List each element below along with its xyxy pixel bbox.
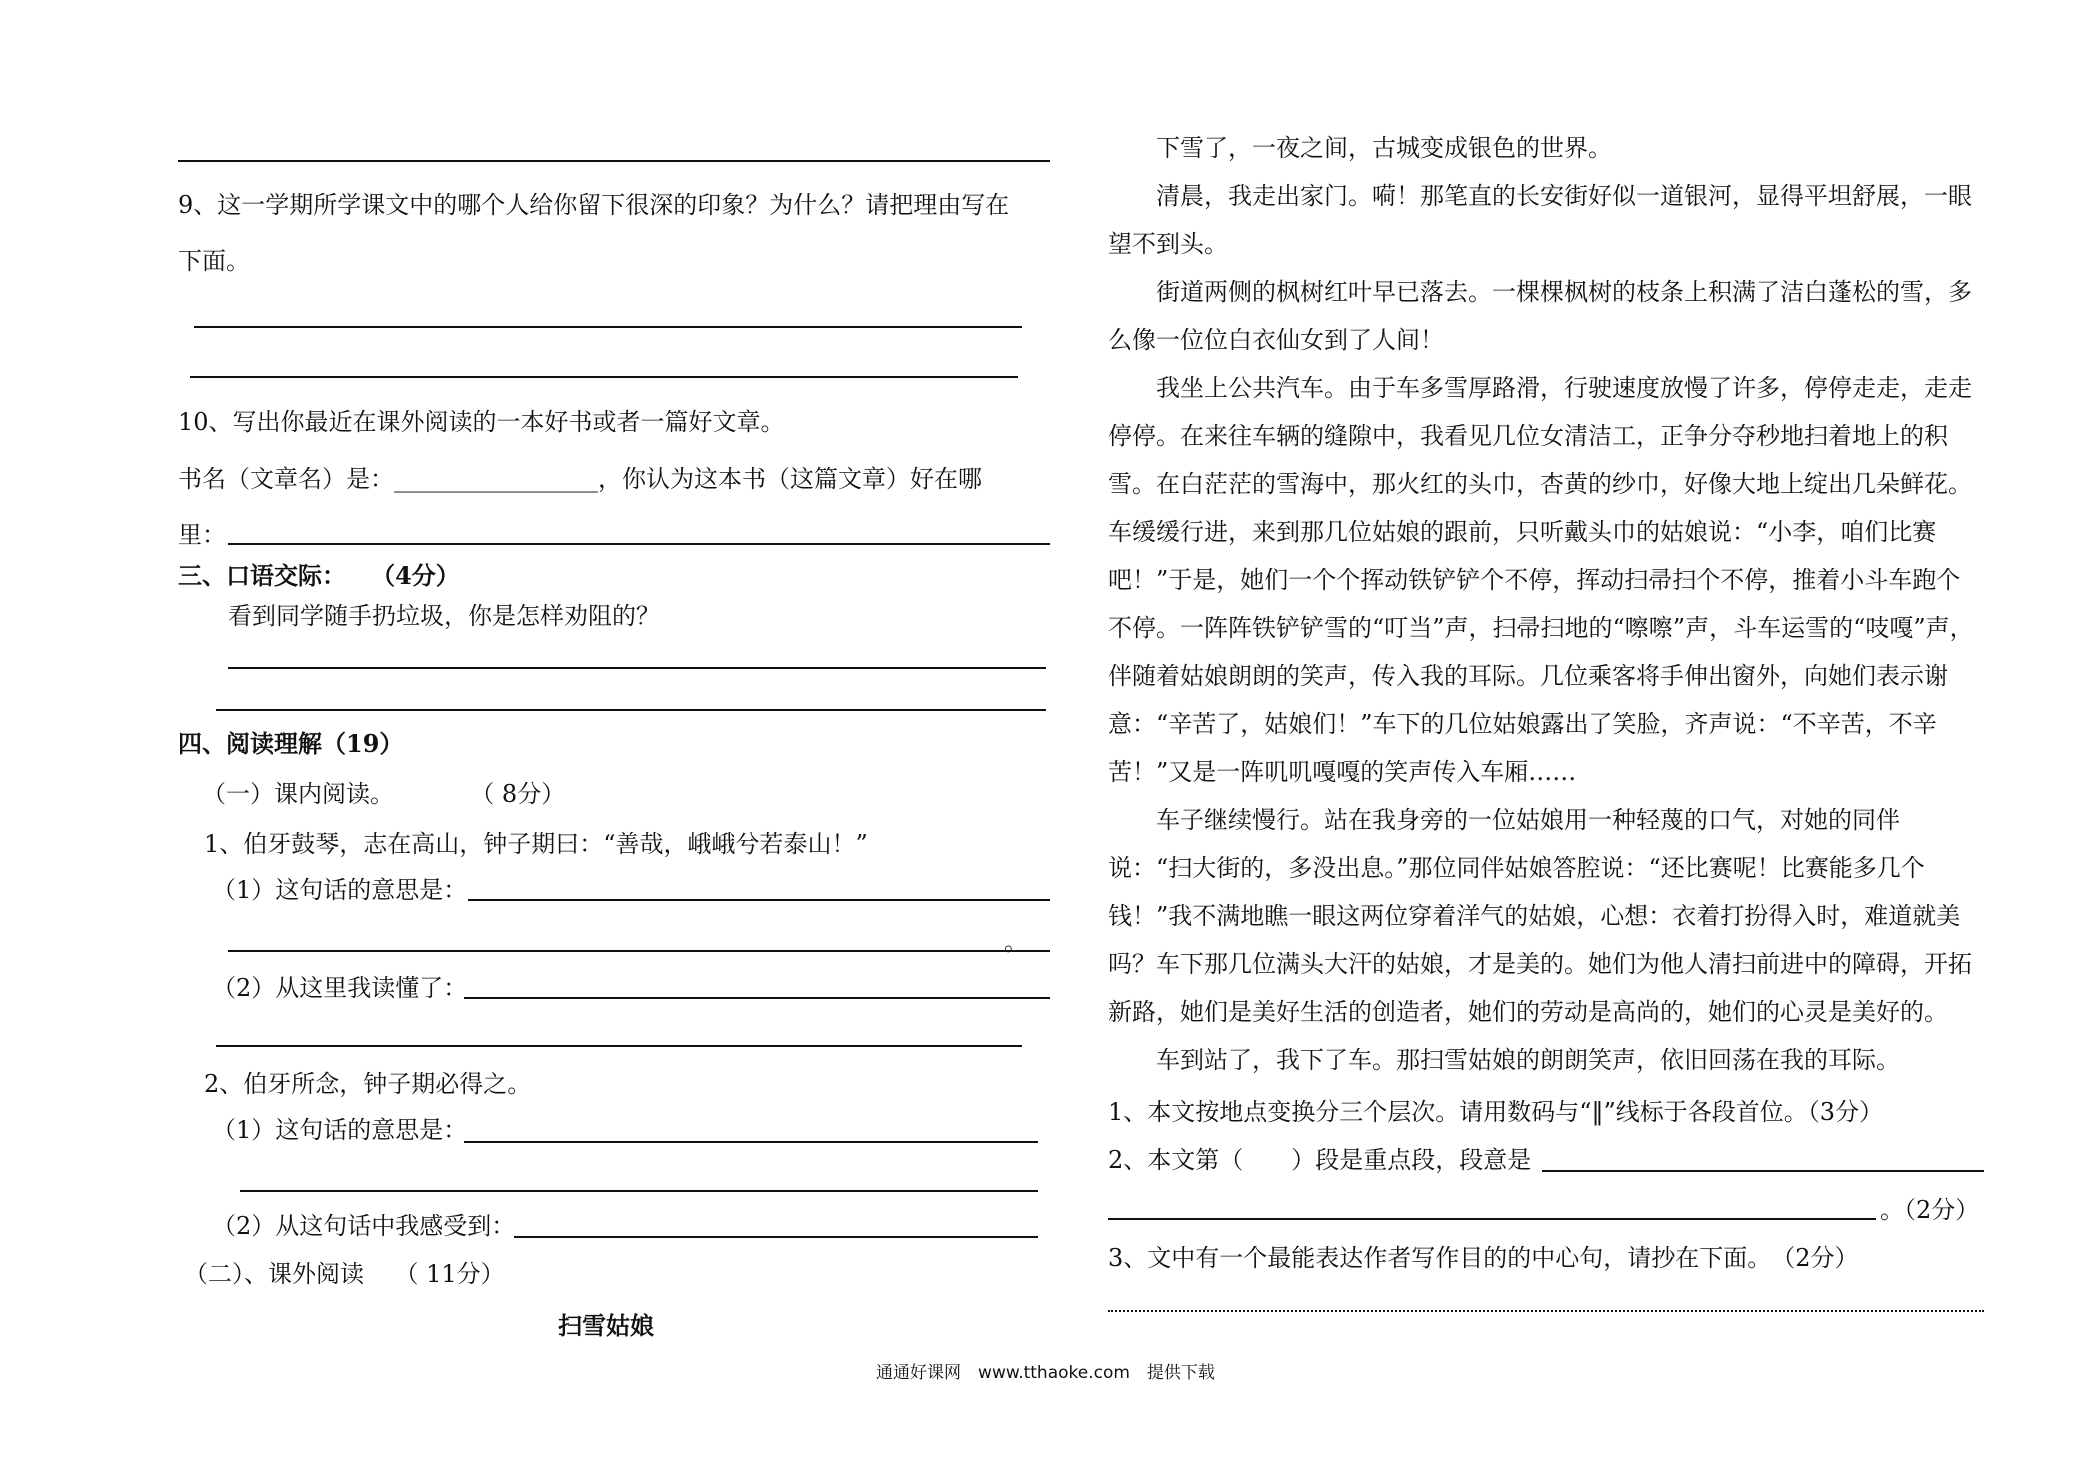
q10-text-line3: 里： [178, 521, 226, 549]
reading-q1-sub2-line[interactable] [464, 997, 1050, 999]
reading-q1-period: 。 [1004, 928, 1028, 956]
part1-points: （ 8分） [470, 780, 566, 808]
q9-text-line1: 9、这一学期所学课文中的哪个人给你留下很深的印象？为什么？请把理由写在 [178, 191, 1010, 219]
section3-points: （4分） [371, 561, 460, 590]
story-q1: 1、本文按地点变换分三个层次。请用数码与“‖”线标于各段首位。（3分） [1108, 1098, 1884, 1126]
section3-answer-line-2[interactable] [216, 709, 1046, 711]
story-q3-answer-line[interactable] [1108, 1310, 1984, 1312]
section3-title: 三、口语交际： [178, 561, 346, 590]
reading-q2-sub2: （2）从这句话中我感受到： [212, 1212, 516, 1240]
reading-q1-sub2: （2）从这里我读懂了： [212, 974, 468, 1002]
q9-text-line2: 下面。 [178, 247, 250, 275]
q10-text: 10、写出你最近在课外阅读的一本好书或者一篇好文章。 [178, 408, 785, 436]
story-q2-answer-line-2[interactable] [1108, 1218, 1876, 1220]
section3-heading [178, 561, 460, 590]
q10-answer-line[interactable] [228, 543, 1050, 545]
q10-book-line [178, 467, 982, 491]
q9-answer-line-1[interactable] [194, 326, 1022, 328]
part2-label: （二）、课外阅读 [184, 1260, 364, 1288]
reading-q2-sub2-line[interactable] [514, 1236, 1038, 1238]
part1-heading [202, 782, 565, 806]
story-paragraph-1: 下雪了，一夜之间，古城变成银色的世界。 [1156, 134, 1612, 162]
story-paragraph-5: 车子继续慢行。站在我身旁的一位姑娘用一种轻蔑的口气，对她的同伴说：“扫大街的，多没出息。”那位同伴姑娘答腔说：“还比赛呢！比赛能多几个钱！”我不满地瞧一眼这两位穿着洋气的姑娘，心想：衣着打扮得入时，难道就美吗？车下那几位满头大汗的姑娘，才是美的。她们为他人清扫前进中的障碍，开拓新路，她们是美好生活的创造者，她们的劳动是高尚的，她们的心灵是美好的。 [1108, 806, 1972, 1026]
reading-q1-text: 1、伯牙鼓琴，志在高山，钟子期曰：“善哉，峨峨兮若泰山！” [204, 830, 868, 858]
section3-prompt: 看到同学随手扔垃圾，你是怎样劝阻的？ [228, 602, 660, 630]
story-paragraph-3: 街道两侧的枫树红叶早已落去。一棵棵枫树的枝条上积满了洁白蓬松的雪，多么像一位位白衣仙女到了人间！ [1108, 278, 1972, 354]
story-q2-answer-line[interactable] [1542, 1170, 1984, 1172]
reading-q2-sub1-line[interactable] [464, 1141, 1038, 1143]
story-q2-suffix: 。（2分） [1880, 1196, 1980, 1224]
story-paragraph-4: 我坐上公共汽车。由于车多雪厚路滑，行驶速度放慢了许多，停停走走，走走停停。在来往车辆的缝隙中，我看见几位女清洁工，正争分夺秒地扫着地上的积雪。在白茫茫的雪海中，那火红的头巾，杏黄的纱巾，好像大地上绽出几朵鲜花。车缓缓行进，来到那几位姑娘的跟前，只听戴头巾的姑娘说：“小李，咱们比赛吧！”于是，她们一个个挥动铁铲铲个不停，挥动扫帚扫个不停，推着小斗车跑个不停。一阵阵铁铲铲雪的“叮当”声，扫帚扫地的“嚓嚓”声，斗车运雪的“吱嘎”声，伴随着姑娘朗朗的笑声，传入我的耳际。几位乘客将手伸出窗外，向她们表示谢意：“辛苦了，姑娘们！”车下的几位姑娘露出了笑脸，齐声说：“不辛苦，不辛苦！”又是一阵叽叽嘎嘎的笑声传入车厢…… [1108, 374, 1974, 786]
story-title: 扫雪姑娘 [558, 1311, 654, 1340]
section3-answer-line-1[interactable] [228, 667, 1046, 669]
part2-heading [184, 1262, 505, 1286]
reading-q2-text: 2、伯牙所念，钟子期必得之。 [204, 1070, 532, 1098]
reading-q2-sub1: （1）这句话的意思是： [212, 1116, 468, 1144]
story-q3: 3、文中有一个最能表达作者写作目的的中心句，请抄在下面。 （2分） [1108, 1244, 1859, 1272]
reading-q1-sub1-line-2[interactable] [228, 950, 1050, 952]
part2-points: （ 11分） [394, 1260, 505, 1288]
reading-q2-sub1-line-2[interactable] [240, 1190, 1038, 1192]
part1-label: （一）课内阅读。 [202, 780, 394, 808]
reading-q1-sub1: （1）这句话的意思是： [212, 876, 468, 904]
q10-suffix: ，你认为这本书（这篇文章）好在哪 [598, 465, 982, 493]
reading-q1-sub2-line-2[interactable] [216, 1045, 1022, 1047]
section4-title: 四、阅读理解（19） [178, 729, 404, 758]
story-paragraph-2: 清晨，我走出家门。嗬！那笔直的长安街好似一道银河，显得平坦舒展，一眼望不到头。 [1108, 182, 1972, 258]
reading-q1-sub1-line[interactable] [468, 899, 1050, 901]
story-q2-prefix: 2、本文第（ ）段是重点段，段意是 [1108, 1146, 1532, 1174]
answer-line[interactable] [178, 160, 1050, 162]
q10-prefix: 书名（文章名）是： [178, 465, 394, 493]
q9-answer-line-2[interactable] [190, 376, 1018, 378]
footer-source: 通通好课网 www.tthaoke.com 提供下载 [876, 1363, 1215, 1383]
story-paragraph-6: 车到站了，我下了车。那扫雪姑娘的朗朗笑声，依旧回荡在我的耳际。 [1156, 1046, 1900, 1074]
q10-book-blank[interactable]: _________________ [394, 465, 598, 493]
